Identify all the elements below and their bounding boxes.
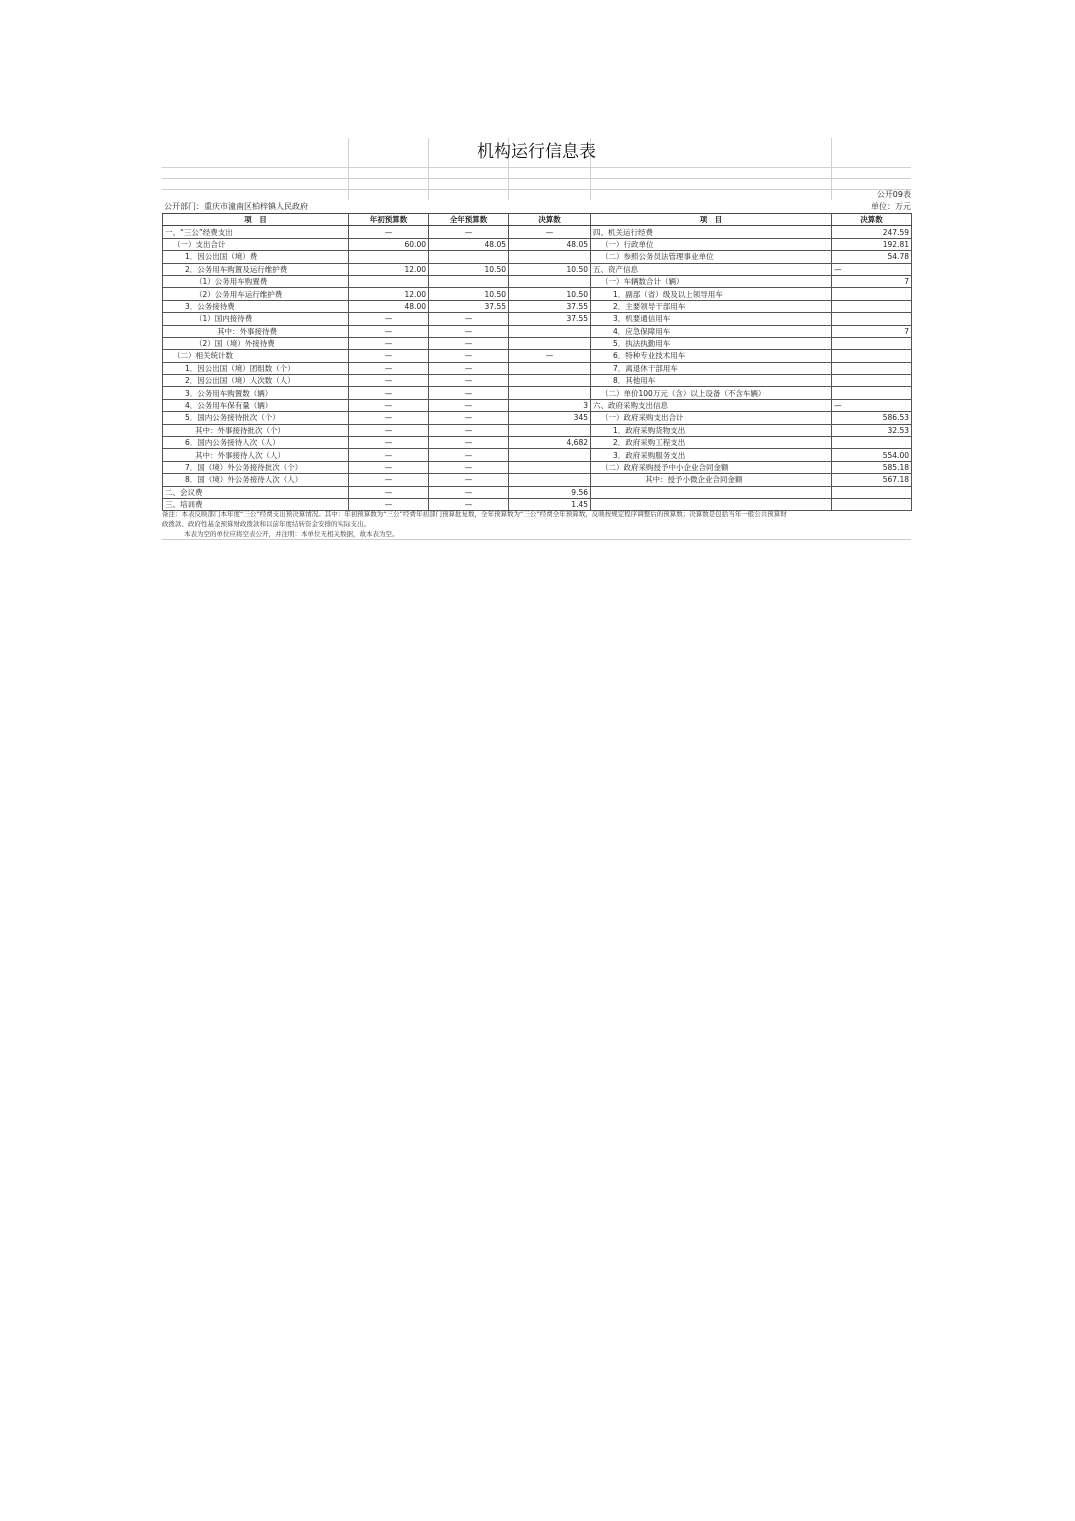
row-final-account: 3 [509, 399, 591, 411]
table-row [163, 437, 912, 449]
table-row [163, 424, 912, 436]
row-left-item: 2．公务用车购置及运行维护费 [163, 263, 349, 275]
row-left-item: 其中：外事接待费 [163, 325, 349, 337]
row-full-year-budget: — [429, 399, 509, 411]
row-initial-budget: — [349, 449, 429, 461]
row-right-final-account: 586.53 [832, 412, 912, 424]
table-row [163, 387, 912, 399]
table-row [163, 412, 912, 424]
row-right-final-account [832, 350, 912, 362]
row-right-final-account: 554.00 [832, 449, 912, 461]
row-initial-budget: — [349, 375, 429, 387]
row-initial-budget [349, 275, 429, 287]
row-full-year-budget: — [429, 412, 509, 424]
row-right-item: 2．主要领导干部用车 [591, 300, 832, 312]
header-right-final-account: 决算数 [832, 214, 912, 226]
row-initial-budget: — [349, 437, 429, 449]
row-right-final-account [832, 362, 912, 374]
table-row [163, 288, 912, 300]
row-final-account: 1.45 [509, 498, 591, 510]
row-full-year-budget: — [429, 387, 509, 399]
row-initial-budget: — [349, 474, 429, 486]
table-row [163, 263, 912, 275]
row-final-account [509, 325, 591, 337]
row-right-item: 3．政府采购服务支出 [591, 449, 832, 461]
table-row [163, 251, 912, 263]
row-full-year-budget: — [429, 437, 509, 449]
row-right-item: 6．特种专业技术用车 [591, 350, 832, 362]
row-right-final-account [832, 437, 912, 449]
row-full-year-budget: — [429, 226, 509, 238]
table-row [163, 313, 912, 325]
table-row [163, 474, 912, 486]
row-left-item: 1．因公出国（境）费 [163, 251, 349, 263]
row-right-item: （二）单价100万元（含）以上设备（不含车辆） [591, 387, 832, 399]
row-initial-budget: — [349, 412, 429, 424]
table-header-row [163, 214, 912, 226]
row-final-account [509, 474, 591, 486]
row-right-final-account: — [832, 399, 912, 411]
row-full-year-budget: — [429, 498, 509, 510]
row-initial-budget: — [349, 399, 429, 411]
row-final-account [509, 251, 591, 263]
row-full-year-budget: — [429, 424, 509, 436]
department-label: 公开部门：重庆市潼南区柏梓镇人民政府 [164, 202, 308, 211]
row-right-item: 4．应急保障用车 [591, 325, 832, 337]
row-left-item: 5．国内公务接待批次（个） [163, 412, 349, 424]
table-row [163, 275, 912, 287]
row-left-item: 一、“三公”经费支出 [163, 226, 349, 238]
table-row [163, 362, 912, 374]
row-initial-budget: — [349, 337, 429, 349]
row-initial-budget: 12.00 [349, 263, 429, 275]
row-right-final-account [832, 288, 912, 300]
row-initial-budget [349, 251, 429, 263]
row-right-item: （一）政府采购支出合计 [591, 412, 832, 424]
row-full-year-budget [429, 251, 509, 263]
row-left-item: 3．公务接待费 [163, 300, 349, 312]
row-left-item: （2）国（境）外接待费 [163, 337, 349, 349]
row-left-item: 其中：外事接待人次（人） [163, 449, 349, 461]
form-number: 公开09表 [876, 190, 911, 199]
row-initial-budget: 60.00 [349, 238, 429, 250]
row-right-final-account: 7 [832, 275, 912, 287]
row-full-year-budget: — [429, 474, 509, 486]
row-right-final-account [832, 486, 912, 498]
row-right-item: （一）车辆数合计（辆） [591, 275, 832, 287]
row-left-item: （1）公务用车购置费 [163, 275, 349, 287]
row-right-final-account: 32.53 [832, 424, 912, 436]
info-table [162, 213, 912, 511]
table-row [163, 399, 912, 411]
row-right-final-account [832, 387, 912, 399]
row-final-account: 37.55 [509, 300, 591, 312]
row-full-year-budget: — [429, 350, 509, 362]
row-right-item: 2．政府采购工程支出 [591, 437, 832, 449]
row-left-item: 8．国（境）外公务接待人次（人） [163, 474, 349, 486]
row-full-year-budget: — [429, 313, 509, 325]
table-row [163, 350, 912, 362]
row-right-item: 3．机要通信用车 [591, 313, 832, 325]
table-row [163, 300, 912, 312]
row-left-item: 其中：外事接待批次（个） [163, 424, 349, 436]
table-row [163, 486, 912, 498]
table-row [163, 337, 912, 349]
row-left-item: 6．国内公务接待人次（人） [163, 437, 349, 449]
row-full-year-budget: 10.50 [429, 288, 509, 300]
row-final-account [509, 424, 591, 436]
row-final-account: 10.50 [509, 288, 591, 300]
table-row [163, 375, 912, 387]
row-right-item: 其中：授予小微企业合同金额 [591, 474, 832, 486]
row-final-account [509, 275, 591, 287]
row-initial-budget: — [349, 387, 429, 399]
row-right-item: 六、政府采购支出信息 [591, 399, 832, 411]
row-full-year-budget: — [429, 362, 509, 374]
row-final-account [509, 337, 591, 349]
row-final-account [509, 375, 591, 387]
row-right-final-account: 585.18 [832, 461, 912, 473]
row-initial-budget: — [349, 461, 429, 473]
header-right-item: 项 目 [591, 214, 832, 226]
row-final-account [509, 449, 591, 461]
row-initial-budget: 12.00 [349, 288, 429, 300]
row-left-item: 4．公务用车保有量（辆） [163, 399, 349, 411]
row-left-item: （1）国内接待费 [163, 313, 349, 325]
row-right-item [591, 486, 832, 498]
row-right-item: 四、机关运行经费 [591, 226, 832, 238]
row-left-item: 二、会议费 [163, 486, 349, 498]
row-initial-budget: — [349, 325, 429, 337]
row-right-final-account: 247.59 [832, 226, 912, 238]
row-right-item: 1．政府采购货物支出 [591, 424, 832, 436]
row-right-final-account [832, 375, 912, 387]
row-final-account: 48.05 [509, 238, 591, 250]
row-left-item: （一）支出合计 [163, 238, 349, 250]
row-final-account: 9.56 [509, 486, 591, 498]
row-left-item: 3．公务用车购置数（辆） [163, 387, 349, 399]
row-full-year-budget [429, 275, 509, 287]
row-right-final-account: 7 [832, 325, 912, 337]
row-final-account: — [509, 226, 591, 238]
row-full-year-budget: — [429, 375, 509, 387]
header-full-year-budget: 全年预算数 [429, 214, 509, 226]
note-line: 政拨款、政府性基金预算财政拨款和以前年度结转资金安排的实际支出。 [162, 520, 370, 528]
row-full-year-budget: 48.05 [429, 238, 509, 250]
row-final-account: 345 [509, 412, 591, 424]
page-title: 机构运行信息表 [477, 142, 596, 162]
row-full-year-budget: — [429, 325, 509, 337]
row-left-item: （2）公务用车运行维护费 [163, 288, 349, 300]
row-right-final-account [832, 337, 912, 349]
row-right-item: 8．其他用车 [591, 375, 832, 387]
row-full-year-budget: — [429, 449, 509, 461]
row-right-final-account [832, 313, 912, 325]
table-row [163, 449, 912, 461]
row-left-item: 7．国（境）外公务接待批次（个） [163, 461, 349, 473]
row-right-item: （二）政府采购授予中小企业合同金额 [591, 461, 832, 473]
row-left-item: 三、培训费 [163, 498, 349, 510]
row-right-final-account: 192.81 [832, 238, 912, 250]
row-right-final-account: 567.18 [832, 474, 912, 486]
row-right-final-account: — [832, 263, 912, 275]
row-final-account: 37.55 [509, 313, 591, 325]
row-right-final-account: 54.78 [832, 251, 912, 263]
row-left-item: （二）相关统计数 [163, 350, 349, 362]
header-left-item: 项 目 [163, 214, 349, 226]
row-initial-budget: — [349, 486, 429, 498]
row-right-item: 7．离退休干部用车 [591, 362, 832, 374]
unit-label: 单位：万元 [871, 202, 911, 211]
row-right-item: 1．副部（省）级及以上领导用车 [591, 288, 832, 300]
header-final-account: 决算数 [509, 214, 591, 226]
row-right-final-account [832, 300, 912, 312]
row-right-item: （一）行政单位 [591, 238, 832, 250]
table-row [163, 238, 912, 250]
table-row [163, 461, 912, 473]
table-row [163, 226, 912, 238]
row-final-account [509, 387, 591, 399]
row-final-account: 4,682 [509, 437, 591, 449]
notes [162, 509, 911, 540]
row-right-item: 五、资产信息 [591, 263, 832, 275]
row-final-account: — [509, 350, 591, 362]
row-final-account [509, 362, 591, 374]
row-final-account [509, 461, 591, 473]
row-right-item: （二）参照公务员法管理事业单位 [591, 251, 832, 263]
row-initial-budget: — [349, 498, 429, 510]
note-line: 备注：本表反映部门本年度“三公”经费支出预决算情况。其中：年初预算数为“三公”经费年初部门预算批复数，全年预算数为“三公”经费全年预算数，反映按规定程序调整后的预算数；决算数是包括当年一般公共预算财 [162, 510, 787, 518]
row-left-item: 1．因公出国（境）团组数（个） [163, 362, 349, 374]
row-initial-budget: — [349, 362, 429, 374]
row-full-year-budget: — [429, 337, 509, 349]
row-initial-budget: — [349, 226, 429, 238]
row-initial-budget: — [349, 350, 429, 362]
row-full-year-budget: 10.50 [429, 263, 509, 275]
row-final-account: 10.50 [509, 263, 591, 275]
table-row [163, 325, 912, 337]
row-full-year-budget: 37.55 [429, 300, 509, 312]
row-full-year-budget: — [429, 486, 509, 498]
row-initial-budget: 48.00 [349, 300, 429, 312]
note-line: 本表为空的单位应将空表公开，并注明：本单位无相关数据，故本表为空。 [184, 530, 399, 538]
row-initial-budget: — [349, 424, 429, 436]
row-left-item: 2．因公出国（境）人次数（人） [163, 375, 349, 387]
row-right-item: 5．执法执勤用车 [591, 337, 832, 349]
header-initial-budget: 年初预算数 [349, 214, 429, 226]
row-initial-budget: — [349, 313, 429, 325]
row-full-year-budget: — [429, 461, 509, 473]
